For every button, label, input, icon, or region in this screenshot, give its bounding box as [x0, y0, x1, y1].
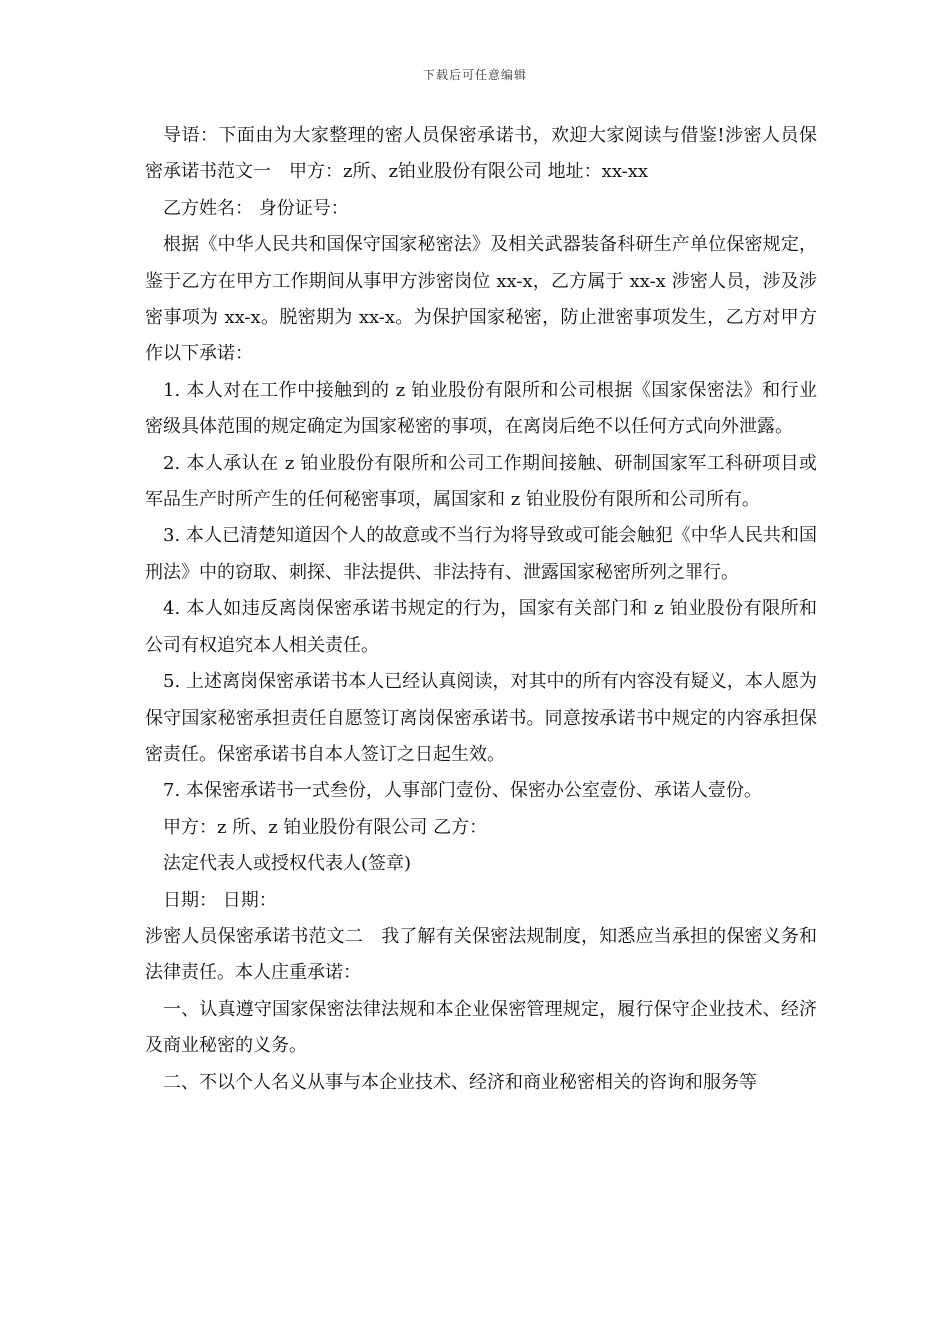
- clause-7: 7. 本保密承诺书一式叁份，人事部门壹份、保密办公室壹份、承诺人壹份。: [163, 780, 762, 802]
- legal-representative-line: 法定代表人或授权代表人(签章): [163, 853, 412, 875]
- basis-paragraph: 根据《中华人民共和国保守国家秘密法》及相关武器装备科研生产单位保密规定，鉴于乙方在甲方工作期间从事甲方涉密岗位 xx-x，乙方属于 xx-x 涉密人员，涉及涉密事项为 xx-x。脱密期为 xx-x。为保护国家秘密，防止泄密事项发生，乙方对甲方作以下承诺：: [145, 234, 817, 365]
- clause-1: 1. 本人对在工作中接触到的 z 铂业股份有限所和公司根据《国家保密法》和行业密级具体范围的规定确定为国家秘密的事项，在离岗后绝不以任何方式向外泄露。: [145, 379, 817, 438]
- signature-parties-line: 甲方：z 所、z 铂业股份有限公司 乙方：: [163, 816, 488, 838]
- clause-2: 2. 本人承认在 z 铂业股份有限所和公司工作期间接触、研制国家军工科研项目或军品生产时所产生的任何秘密事项，属国家和 z 铂业股份有限所和公司所有。: [145, 452, 817, 511]
- page-header-note: 下载后可任意编辑: [422, 68, 527, 82]
- document-body: [145, 118, 817, 1101]
- promise-1: 一、认真遵守国家保密法律法规和本企业保密管理规定，履行保守企业技术、经济及商业秘密的义务。: [145, 998, 817, 1057]
- clause-4: 4. 本人如违反离岗保密承诺书规定的行为，国家有关部门和 z 铂业股份有限所和公司有权追究本人相关责任。: [145, 598, 817, 656]
- intro-paragraph: 导语：下面由为大家整理的密人员保密承诺书，欢迎大家阅读与借鉴!涉密人员保密承诺书范文一 甲方：z所、z铂业股份有限公司 地址：xx-xx: [145, 125, 817, 183]
- clause-3: 3. 本人已清楚知道因个人的故意或不当行为将导致或可能会触犯《中华人民共和国刑法》中的窃取、刺探、非法提供、非法持有、泄露国家秘密所列之罪行。: [145, 525, 817, 583]
- clause-5: 5. 上述离岗保密承诺书本人已经认真阅读，对其中的所有内容没有疑义，本人愿为保守国家秘密承担责任自愿签订离岗保密承诺书。同意按承诺书中规定的内容承担保密责任。保密承诺书自本人签订之日起生效。: [145, 671, 817, 765]
- sample-two-intro: 涉密人员保密承诺书范文二 我了解有关保密法规制度，知悉应当承担的保密义务和法律责任。本人庄重承诺：: [145, 925, 817, 984]
- promise-2: 二、不以个人名义从事与本企业技术、经济和商业秘密相关的咨询和服务等: [163, 1071, 757, 1093]
- party-b-name-line: 乙方姓名： 身份证号：: [163, 197, 349, 219]
- date-line: 日期： 日期：: [163, 889, 277, 911]
